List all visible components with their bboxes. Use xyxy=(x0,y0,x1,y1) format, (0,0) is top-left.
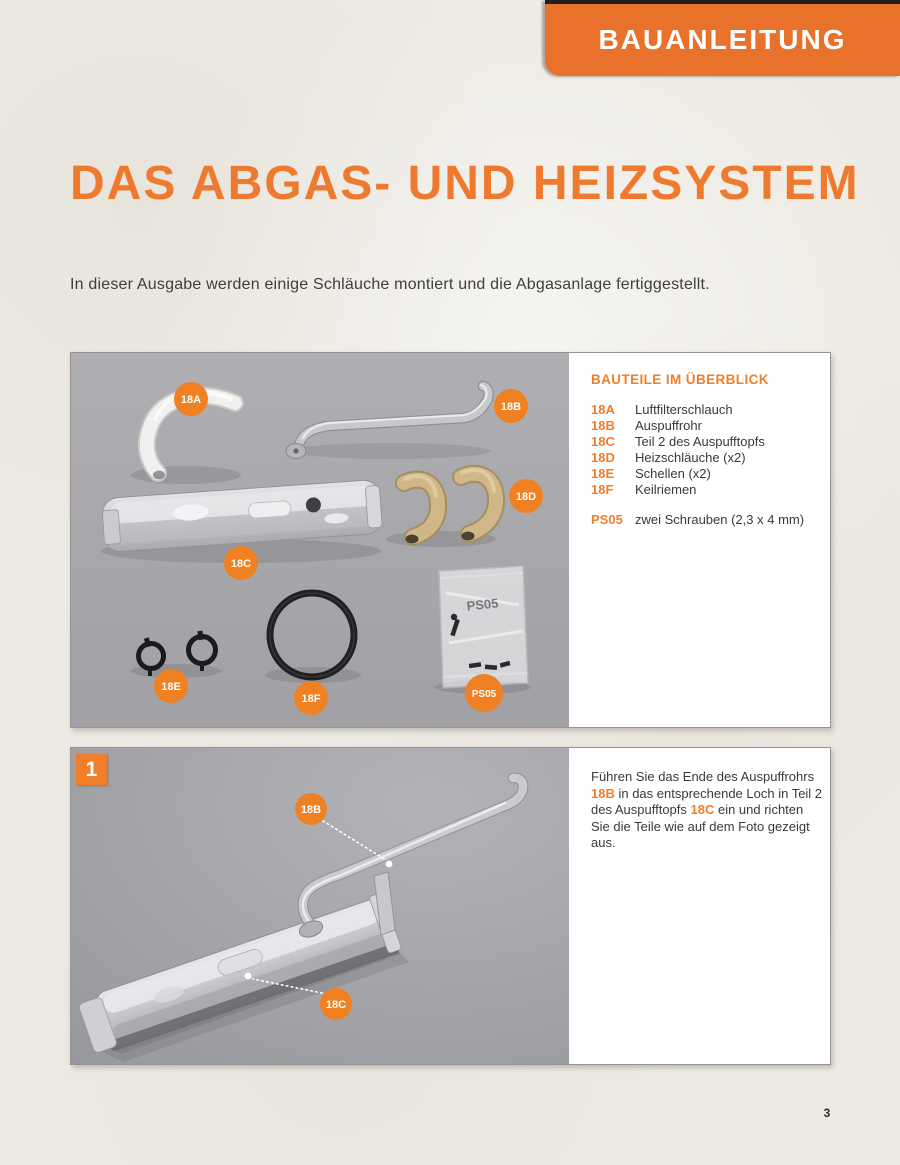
instruction-code-18c: 18C xyxy=(690,802,715,817)
part-badge-ps05 xyxy=(465,674,503,712)
part-list-row xyxy=(591,482,820,498)
instruction-code-18b: 18B xyxy=(591,785,615,801)
banner-label: BAUANLEITUNG xyxy=(598,24,847,55)
bauanleitung-banner xyxy=(545,0,900,76)
part-code: 18D xyxy=(591,450,615,465)
step-1-photo xyxy=(71,748,569,1064)
part-code: 18B xyxy=(591,418,615,433)
step-1-sidebar xyxy=(569,748,837,1064)
part-list-row xyxy=(591,418,820,434)
svg-text:18C: 18C xyxy=(230,558,252,570)
svg-text:18F: 18F xyxy=(301,693,321,705)
part-code: 18C xyxy=(591,434,615,449)
overview-heading: BAUTEILE IM ÜBERBLICK xyxy=(591,372,769,387)
part-list-row xyxy=(591,434,820,450)
part-badge-18c xyxy=(224,546,258,580)
svg-text:18B: 18B xyxy=(500,401,522,413)
part-badge-18b xyxy=(494,389,528,423)
svg-text:18D: 18D xyxy=(515,491,537,503)
part-list-row-screws xyxy=(591,512,820,528)
part-name: zwei Schrauben (2,3 x 4 mm) xyxy=(635,512,805,527)
part-name: Luftfilterschlauch xyxy=(635,402,733,417)
part-code: PS05 xyxy=(591,512,623,527)
part-code: 18F xyxy=(591,482,614,497)
svg-text:18A: 18A xyxy=(180,394,202,406)
part-name: Teil 2 des Auspufftopfs xyxy=(635,434,765,449)
svg-text:18C: 18C xyxy=(325,999,347,1011)
marker-dot-18c xyxy=(245,973,252,980)
photo-badge-18b xyxy=(295,793,327,825)
part-badge-18d xyxy=(509,479,543,513)
part-badge-18f xyxy=(294,681,328,715)
instruction-segment: in das entsprechende Loch in Teil 2 des Auspufftopfs xyxy=(591,785,823,817)
part-list-row xyxy=(591,402,820,418)
part-name: Auspuffrohr xyxy=(635,418,702,433)
step-number-badge: 1 xyxy=(76,754,107,785)
svg-text:18B: 18B xyxy=(300,804,322,816)
parts-photo-illustration xyxy=(71,353,569,727)
parts-overview-sidebar xyxy=(569,353,830,727)
parts-overview-panel xyxy=(70,352,831,728)
part-code: 18E xyxy=(591,466,615,481)
marker-dot-18b xyxy=(386,861,393,868)
part-code: 18A xyxy=(591,402,615,417)
instruction-segment: Führen Sie das Ende des Auspuffrohrs xyxy=(591,769,815,784)
step-1-instruction xyxy=(591,769,825,852)
svg-text:PS05: PS05 xyxy=(471,689,497,700)
intro-text: In dieser Ausgabe werden einige Schläuche montiert und die Abgasanlage fertiggestellt. xyxy=(70,276,710,293)
part-name: Keilriemen xyxy=(635,482,697,497)
part-list-row xyxy=(591,450,820,466)
bag-print-label: PS05 xyxy=(465,595,500,614)
instruction-segment: ein und richten Sie die Teile wie auf dem Foto gezeigt aus. xyxy=(591,802,810,850)
parts-photo xyxy=(71,353,569,727)
screws-bag xyxy=(439,566,528,688)
page-number: 3 xyxy=(823,1106,831,1120)
photo-badge-18c xyxy=(320,988,352,1020)
svg-text:18E: 18E xyxy=(161,681,181,693)
part-list-row xyxy=(591,466,820,482)
page-title: DAS ABGAS- UND HEIZSYSTEM xyxy=(70,157,860,210)
part-badge-18a xyxy=(174,382,208,416)
part-badge-18e xyxy=(154,669,188,703)
step-1-illustration xyxy=(71,748,569,1064)
step-1-panel xyxy=(70,747,831,1065)
part-name: Heizschläuche (x2) xyxy=(635,450,746,465)
part-name: Schellen (x2) xyxy=(635,466,711,481)
